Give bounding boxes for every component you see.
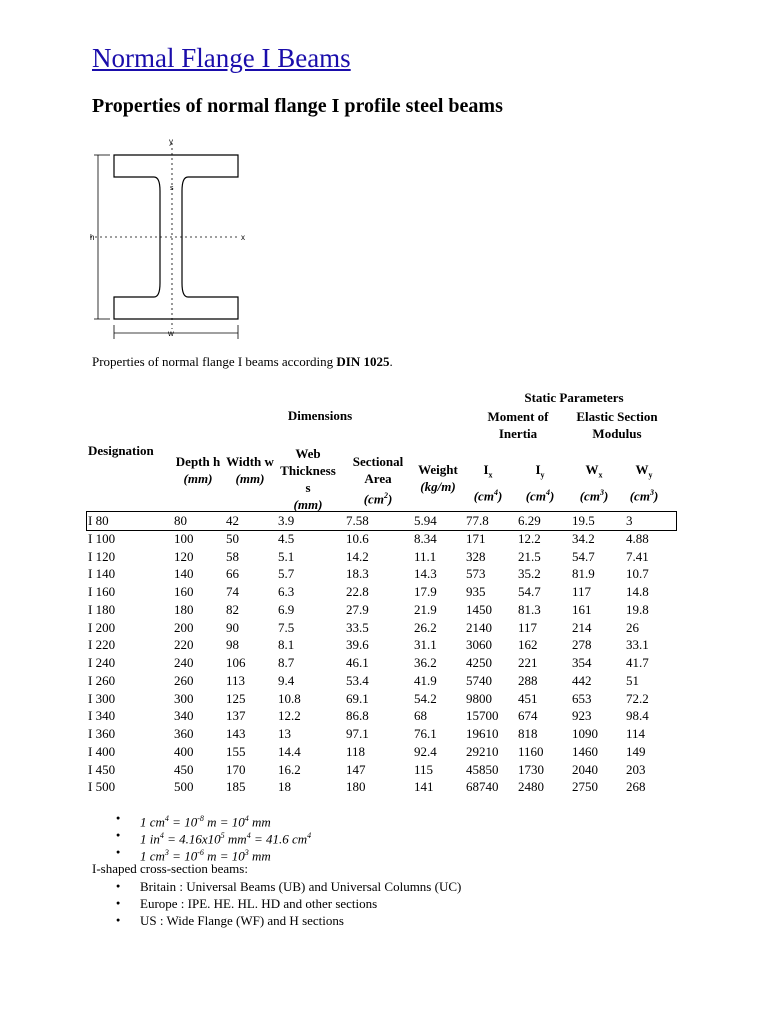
table-cell: 8.1 (278, 637, 295, 653)
table-row (88, 565, 676, 583)
table-cell: 1160 (518, 743, 544, 759)
column-header (174, 453, 222, 487)
table-cell: 54.7 (518, 584, 541, 599)
x-axis-label: x (241, 233, 245, 242)
table-cell: 3060 (466, 637, 492, 653)
column-header-name: $I_x$ (483, 462, 493, 480)
table-cell: 203 (626, 761, 646, 777)
table-cell: 4250 (466, 655, 492, 670)
table-cell: 77.8 (466, 513, 489, 528)
table-cell: 161 (572, 601, 592, 617)
table-cell: 1460 (572, 743, 598, 759)
column-header (226, 453, 274, 487)
section-type-item: ● Europe : IPE. HE. HL. HD and other sections (116, 895, 461, 912)
table-cell: 180 (174, 601, 194, 617)
column-header-unit: $(cm^2)$ (363, 491, 393, 507)
table-cell: I 160 (88, 584, 116, 599)
table-cell: 10.8 (278, 690, 301, 706)
table-cell: 14.8 (626, 584, 649, 599)
table-cell: 185 (226, 779, 246, 795)
table-row (88, 743, 676, 761)
column-header-name: Sectional Area (352, 454, 404, 486)
table-row (88, 654, 676, 672)
table-cell: 140 (174, 566, 194, 582)
static-parameters-header: Static Parameters (524, 390, 624, 405)
column-header-unit: $(cm^3)$ (629, 487, 659, 503)
table-cell: 9800 (466, 690, 492, 706)
table-cell: 19.5 (572, 513, 595, 528)
table-cell: 500 (174, 779, 194, 795)
height-label: h (90, 233, 95, 242)
table-cell: 935 (466, 584, 486, 599)
table-cell: 50 (226, 530, 239, 546)
table-row (88, 778, 676, 796)
table-cell: 4.5 (278, 530, 295, 546)
table-cell: 98 (226, 637, 239, 653)
table-cell: 113 (226, 672, 246, 688)
column-header (277, 445, 339, 513)
table-cell: 162 (518, 637, 538, 653)
table-cell: 5.94 (414, 513, 437, 528)
page-subtitle: Properties of normal flange I profile steel beams (92, 95, 503, 117)
table-cell: 2480 (518, 779, 544, 795)
table-row (88, 690, 676, 708)
table-cell: 12.2 (278, 708, 301, 724)
table-cell: I 260 (88, 672, 116, 688)
table-cell: 118 (346, 743, 366, 759)
table-cell: 106 (226, 655, 246, 670)
table-cell: I 240 (88, 655, 116, 670)
table-cell: 21.5 (518, 548, 541, 564)
table-cell: 288 (518, 672, 538, 688)
column-header-unit: (mm) (293, 497, 323, 512)
table-cell: 72.2 (626, 690, 649, 706)
column-header-name: Width w (226, 454, 274, 469)
table-cell: 120 (174, 548, 194, 564)
table-cell: 31.1 (414, 637, 437, 653)
table-cell: 19610 (466, 726, 499, 741)
table-cell: 923 (572, 708, 592, 724)
table-cell: 19.8 (626, 601, 649, 617)
table-cell: 170 (226, 761, 246, 777)
table-cell: 240 (174, 655, 194, 670)
table-cell: 33.5 (346, 619, 369, 635)
table-cell: I 340 (88, 708, 116, 724)
table-cell: 117 (572, 584, 592, 599)
table-cell: 6.29 (518, 513, 541, 528)
table-cell: I 450 (88, 761, 116, 777)
column-header (412, 461, 464, 495)
table-cell: 15700 (466, 708, 499, 724)
table-cell: I 400 (88, 743, 116, 759)
table-cell: 14.3 (414, 566, 437, 582)
table-cell: 8.7 (278, 655, 295, 670)
table-cell: 69.1 (346, 690, 369, 706)
designation-header: Designation (88, 443, 154, 458)
table-cell: 260 (174, 672, 194, 688)
table-row (88, 619, 676, 637)
column-header (626, 461, 662, 504)
column-header-name: Weight (418, 462, 458, 477)
page-title-link[interactable]: Normal Flange I Beams (92, 43, 351, 73)
table-cell: 42 (226, 513, 239, 528)
section-types-list (116, 878, 461, 929)
table-cell: 54.2 (414, 690, 437, 706)
table-cell: 26 (626, 619, 639, 635)
section-type-item: ● US : Wide Flange (WF) and H sections (116, 912, 461, 929)
web-thickness-label: s (170, 185, 174, 192)
table-cell: 268 (626, 779, 646, 795)
table-cell: 26.2 (414, 619, 437, 635)
table-cell: 278 (572, 637, 592, 653)
column-header-unit: $(cm^4)$ (525, 487, 555, 503)
table-cell: 100 (174, 530, 194, 546)
table-cell: 1450 (466, 601, 492, 617)
table-cell: I 100 (88, 530, 116, 546)
din-standard: DIN 1025 (336, 354, 390, 369)
table-cell: 451 (518, 690, 538, 706)
y-axis-label: y (169, 137, 173, 146)
column-header-name: $W_x$ (585, 462, 603, 480)
table-cell: 6.3 (278, 584, 295, 599)
column-header (470, 461, 506, 504)
column-header-unit: (mm) (183, 471, 213, 486)
table-cell: 41.7 (626, 655, 649, 670)
table-cell: I 220 (88, 637, 116, 653)
table-cell: 180 (346, 779, 366, 795)
table-cell: 2140 (466, 619, 492, 635)
table-cell: I 180 (88, 601, 116, 617)
table-row (88, 601, 676, 619)
table-cell: 90 (226, 619, 239, 635)
table-cell: 5740 (466, 672, 492, 688)
unit-conversion-list (116, 810, 312, 864)
table-cell: 29210 (466, 743, 499, 759)
column-header (522, 461, 558, 504)
table-cell: 300 (174, 690, 194, 706)
intro-text: Properties of normal flange I beams according DIN 1025. (92, 354, 393, 369)
table-cell: 54.7 (572, 548, 595, 564)
table-row (88, 512, 676, 530)
table-cell: 33.1 (626, 637, 649, 653)
i-beam-cross-section-diagram (88, 133, 258, 345)
column-header-unit: $(cm^4)$ (473, 487, 503, 503)
table-cell: 674 (518, 708, 538, 724)
table-cell: 141 (414, 779, 434, 795)
table-cell: 18 (278, 779, 291, 795)
table-cell: I 360 (88, 726, 116, 741)
table-cell: 68740 (466, 779, 499, 795)
table-cell: 6.9 (278, 601, 295, 617)
table-cell: 53.4 (346, 672, 369, 688)
table-cell: 137 (226, 708, 246, 724)
table-cell: 9.4 (278, 672, 295, 688)
table-cell: I 500 (88, 779, 116, 795)
table-cell: 7.41 (626, 548, 649, 564)
table-cell: 22.8 (346, 584, 369, 599)
table-cell: I 200 (88, 619, 116, 635)
table-cell: 10.6 (346, 530, 369, 546)
table-cell: 76.1 (414, 726, 437, 741)
table-cell: 117 (518, 619, 538, 635)
table-cell: 115 (414, 761, 434, 777)
table-cell: 41.9 (414, 672, 437, 688)
dimensions-header: Dimensions (287, 408, 353, 423)
table-cell: 81.9 (572, 566, 595, 582)
unit-conversion-item: ● 1 $in^4 = 4.16x10^5$ $mm^4 = 41.6$ $cm^4$ (116, 827, 311, 844)
table-cell: 7.5 (278, 619, 295, 635)
table-cell: 8.34 (414, 530, 437, 546)
table-cell: 16.2 (278, 761, 301, 777)
table-cell: 450 (174, 761, 194, 777)
section-type-item: ● Britain : Universal Beams (UB) and Universal Columns (UC) (116, 878, 461, 895)
table-cell: 214 (572, 619, 592, 635)
table-cell: 2750 (572, 779, 598, 795)
table-cell: 1730 (518, 761, 544, 777)
table-cell: 354 (572, 655, 592, 670)
table-cell: 340 (174, 708, 194, 724)
table-cell: 10.7 (626, 566, 649, 582)
table-cell: 7.58 (346, 513, 369, 528)
beam-properties-table (88, 512, 676, 796)
table-cell: 80 (174, 513, 187, 528)
table-cell: 39.6 (346, 637, 369, 653)
table-row (88, 583, 676, 601)
table-cell: 5.1 (278, 548, 295, 564)
table-cell: I 140 (88, 566, 116, 582)
column-header-unit: $(cm^3)$ (579, 487, 609, 503)
table-cell: 818 (518, 726, 538, 741)
table-cell: 92.4 (414, 743, 437, 759)
table-cell: 149 (626, 743, 646, 759)
table-cell: 147 (346, 761, 366, 777)
unit-conversion-item: ● 1 $cm^3 = 10^{-6}$ $m = 10^3$ mm (116, 844, 311, 861)
column-header (576, 461, 612, 504)
table-cell: 58 (226, 548, 239, 564)
column-header-name: $I_y$ (535, 462, 545, 480)
table-cell: 97.1 (346, 726, 369, 741)
table-cell: 12.2 (518, 530, 541, 546)
table-cell: 3 (626, 513, 633, 528)
table-cell: 653 (572, 690, 592, 706)
table-cell: 171 (466, 530, 486, 546)
table-cell: 21.9 (414, 601, 437, 617)
table-cell: 114 (626, 726, 646, 741)
table-cell: 5.7 (278, 566, 295, 582)
table-cell: 125 (226, 690, 246, 706)
table-cell: 442 (572, 672, 592, 688)
table-cell: 14.4 (278, 743, 301, 759)
table-cell: 360 (174, 726, 194, 741)
table-cell: 17.9 (414, 584, 437, 599)
table-cell: I 300 (88, 690, 116, 706)
width-label: w (168, 329, 174, 338)
column-header-unit: (kg/m) (420, 479, 456, 494)
table-cell: 400 (174, 743, 194, 759)
table-cell: 143 (226, 726, 246, 741)
section-modulus-header: Elastic Section Modulus (576, 409, 658, 441)
table-row (88, 707, 676, 725)
table-cell: 36.2 (414, 655, 437, 670)
table-row (88, 761, 676, 779)
table-cell: 35.2 (518, 566, 541, 582)
table-cell: 68 (414, 708, 427, 724)
table-cell: 18.3 (346, 566, 369, 582)
table-cell: 81.3 (518, 601, 541, 617)
table-row (88, 530, 676, 548)
table-cell: 13 (278, 726, 291, 741)
column-header (347, 453, 409, 507)
moment-of-inertia-header: Moment of Inertia (487, 409, 549, 441)
table-cell: 1090 (572, 726, 598, 741)
table-cell: 86.8 (346, 708, 369, 724)
table-cell: 66 (226, 566, 239, 582)
unit-conversion-item: ● 1 $cm^4 = 10^{-8}$ $m = 10^4$ mm (116, 810, 311, 827)
table-row (88, 548, 676, 566)
column-header-name: Depth h (175, 454, 221, 469)
table-cell: 98.4 (626, 708, 649, 724)
table-row (88, 672, 676, 690)
table-cell: 11.1 (414, 548, 437, 564)
table-cell: 160 (174, 584, 194, 599)
table-row (88, 725, 676, 743)
table-cell: 27.9 (346, 601, 369, 617)
table-cell: 220 (174, 637, 194, 653)
table-cell: 74 (226, 584, 239, 599)
table-cell: 82 (226, 601, 239, 617)
table-cell: 46.1 (346, 655, 369, 670)
table-cell: 34.2 (572, 530, 595, 546)
table-row (88, 636, 676, 654)
column-header-unit: (mm) (235, 471, 265, 486)
table-cell: I 120 (88, 548, 116, 564)
table-cell: 155 (226, 743, 246, 759)
table-cell: 51 (626, 672, 639, 688)
table-cell: 45850 (466, 761, 499, 777)
table-cell: 573 (466, 566, 486, 582)
table-cell: I 80 (88, 513, 109, 528)
table-cell: 4.88 (626, 530, 649, 546)
table-cell: 200 (174, 619, 194, 635)
table-cell: 14.2 (346, 548, 369, 564)
column-header-name: $W_y$ (635, 462, 653, 480)
shapes-heading: I-shaped cross-section beams: (92, 861, 248, 876)
table-cell: 328 (466, 548, 486, 564)
column-header-name: Web Thickness s (280, 446, 336, 495)
table-cell: 2040 (572, 761, 598, 777)
table-cell: 221 (518, 655, 538, 670)
table-cell: 3.9 (278, 513, 295, 528)
